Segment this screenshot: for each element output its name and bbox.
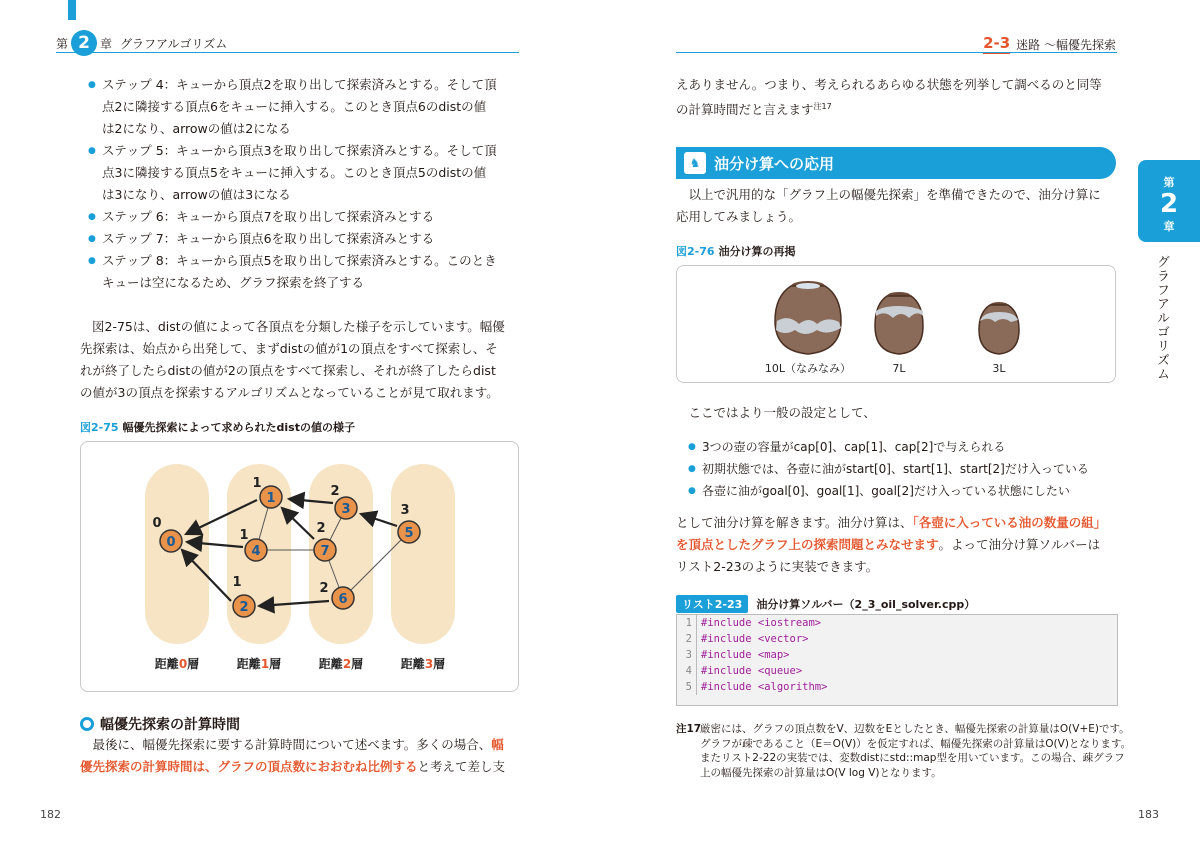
- chapter-prefix: 第: [56, 36, 69, 51]
- node-label: 6: [338, 592, 348, 607]
- list-item: ● ステップ 6：キューから頂点7を取り出して探索済みとする: [88, 206, 528, 228]
- paragraph-fig75-intro: 図2-75は、distの値によって各頂点を分類した様子を示しています。幅優 先探索は、始点から出発して、まずdistの値が1の頂点をすべて探索し、そ れが終了したらdistの値が2の頂点をすべて探索し、それが終了したらdist の値が3の頂点を探索するアルゴリズムとなっていることが見て取れます。: [80, 319, 505, 400]
- header-rule-right: [676, 52, 1117, 53]
- paragraph-oil-intro: 以上で汎用的な「グラフ上の幅優先探索」を準備できたので、油分け算に 応用してみましょう。: [676, 187, 1101, 224]
- node-3: [335, 497, 357, 519]
- setting-list: [688, 436, 1089, 502]
- dist-label: 1: [252, 476, 262, 491]
- bfs-layer-diagram: [81, 442, 517, 690]
- figure-caption-75: 図2-75 幅優先探索によって求められたdistの値の様子: [80, 421, 355, 434]
- node-1: [260, 486, 282, 508]
- code-listing: [676, 614, 1118, 706]
- subsection-bullet-icon: [80, 717, 94, 731]
- listing-caption: リスト2-23 油分け算ソルバー（2_3_oil_solver.cpp）: [676, 595, 975, 613]
- dist-label: 3: [400, 503, 410, 518]
- chapter-title: グラフアルゴリズム: [120, 36, 228, 51]
- jar-label: 3L: [992, 362, 1006, 375]
- dist-label: 1: [232, 575, 242, 590]
- jar-3l: [979, 302, 1019, 354]
- chapter-side-tab: 第 2 章: [1138, 160, 1200, 242]
- layer-label-3: 距離3層: [400, 657, 446, 671]
- section-number: 2-3: [983, 34, 1011, 52]
- jar-7l: [875, 292, 923, 354]
- page-number-left: 182: [40, 808, 61, 821]
- node-0: [160, 530, 182, 552]
- dist-label: 2: [316, 521, 326, 536]
- code-line: 3 #include <map>: [677, 647, 1117, 663]
- node-label: 4: [251, 544, 261, 559]
- code-line: 4 #include <queue>: [677, 663, 1117, 679]
- node-label: 2: [239, 600, 249, 615]
- node-label: 1: [266, 491, 276, 506]
- subsection-heading: 幅優先探索の計算時間: [80, 714, 240, 734]
- layer-label-2: 距離2層: [318, 657, 364, 671]
- list-item: ● 3つの壺の容量がcap[0]、cap[1]、cap[2]で与えられる: [688, 436, 1089, 458]
- step-list: [88, 74, 528, 294]
- paragraph-general-setting: ここではより一般の設定として、: [676, 405, 876, 420]
- layer-band-0: [145, 464, 209, 644]
- layer-band-3: [391, 464, 455, 644]
- list-item: ● 初期状態では、各壺に油がstart[0]、start[1]、start[2]だけ入っている: [688, 458, 1089, 480]
- node-5: [398, 521, 420, 543]
- jar-label: 10L（なみなみ）: [764, 362, 852, 375]
- listing-number: リスト2-23: [676, 595, 748, 613]
- node-label: 0: [166, 535, 176, 550]
- chapter-side-title: グラフアルゴリズム: [1154, 255, 1169, 381]
- dist-label: 1: [239, 528, 249, 543]
- running-header-right: [983, 34, 1116, 54]
- code-line: 5 #include <algorithm>: [677, 679, 1117, 695]
- chapter-suffix: 章: [100, 36, 113, 51]
- layer-label-1: 距離1層: [236, 657, 282, 671]
- paragraph-oil-solver: として油分け算を解きます。油分け算は、「各壺に入っている油の数量の組」 を頂点としたグラフ上の探索問題とみなせます。よって油分け算ソルバーは リスト2-23のように実装できます。: [676, 515, 1107, 574]
- list-item: ● ステップ 7：キューから頂点6を取り出して探索済みとする: [88, 228, 528, 250]
- dist-label: 2: [330, 484, 340, 499]
- jar-label: 7L: [892, 362, 906, 375]
- dist-label: 2: [319, 581, 329, 596]
- node-6: [332, 587, 354, 609]
- layer-label-0: 距離0層: [154, 657, 200, 671]
- puzzle-icon: ♞: [684, 152, 706, 174]
- node-2: [233, 595, 255, 617]
- figure-75: [80, 441, 519, 692]
- code-line: 2 #include <vector>: [677, 631, 1117, 647]
- chapter-number-badge: 2: [71, 30, 97, 56]
- list-item: ● ステップ 4：キューから頂点2を取り出して探索済みとする。そして頂 点2に隣接する頂点6をキューに挿入する。このとき頂点6のdistの値 は2になり、arrowの値は2になる: [88, 74, 528, 140]
- section-title: 油分け算への応用: [714, 154, 835, 173]
- chapter-marker: [68, 0, 76, 20]
- node-7: [314, 539, 336, 561]
- list-item: ● 各壺に油がgoal[0]、goal[1]、goal[2]だけ入っている状態にしたい: [688, 480, 1089, 502]
- footnote: 注17 厳密には、グラフの頂点数をV、辺数をEとしたとき、幅優先探索の計算量はO(V+E)です。 グラフが疎であること（E＝O(V)）を仮定すれば、幅優先探索の計算量はO(V)となります。 またリスト2-22の実装では、変数distにstd::map型を用いています。この場合、疎グラフ 上の幅優先探索の計算量はO(V log V)となります。: [676, 723, 1132, 779]
- code-line: 1 #include <iostream>: [677, 615, 1117, 631]
- paragraph-complexity: 最後に、幅優先探索に要する計算時間について述べます。多くの場合、幅 優先探索の計算時間は、グラフの頂点数におおむね比例すると考えて差し支: [80, 737, 506, 774]
- oil-jars-illustration: [677, 266, 1113, 380]
- page-number-right: 183: [1138, 808, 1159, 821]
- node-label: 5: [404, 526, 414, 541]
- paragraph-continuation: えありません。つまり、考えられるあらゆる状態を列挙して調べるのと同等 の計算時間だと言えます$^{注17}$: [676, 77, 1102, 118]
- list-item: ● ステップ 8：キューから頂点5を取り出して探索済みとする。このとき キューは空になるため、グラフ探索を終了する: [88, 250, 528, 294]
- list-item: ● ステップ 5：キューから頂点3を取り出して探索済みとする。そして頂 点3に隣接する頂点5をキューに挿入する。このとき頂点5のdistの値 は3になり、arrowの値は3になる: [88, 140, 528, 206]
- jar-10l: [775, 281, 841, 354]
- section-heading-bar: [676, 147, 1116, 179]
- node-label: 3: [341, 502, 351, 517]
- figure-76: [676, 265, 1116, 383]
- section-header-title: 迷路 〜幅優先探索: [1016, 37, 1116, 52]
- dist-label: 0: [152, 516, 162, 531]
- header-rule-left: [56, 52, 519, 53]
- figure-caption-76: 図2-76 油分け算の再掲: [676, 245, 796, 258]
- node-label: 7: [320, 544, 330, 559]
